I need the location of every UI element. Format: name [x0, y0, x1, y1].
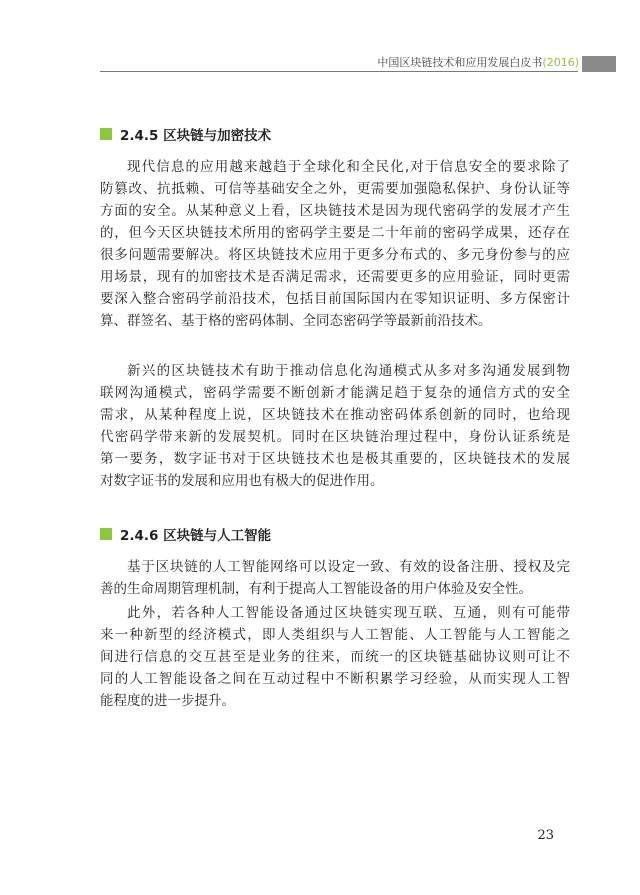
section-heading: [100, 124, 271, 144]
text-line: 间进行信息的交互甚至是业务的往来，而统一的区块链基础协议则可让不: [100, 649, 570, 665]
text-line: 第一要务，数字证书对于区块链技术也是极其重要的，区块链技术的发展: [100, 451, 570, 467]
text-line: 方面的安全。从某种意义上看，区块链技术是因为现代密码学的发展才产生: [100, 203, 570, 219]
text-line: 代密码学带来新的发展契机。同时在区块链治理过程中，身份认证系统是: [100, 429, 570, 445]
text-line: 来一种新型的经济模式，即人类组织与人工智能、人工智能与人工智能之: [100, 627, 570, 643]
text-line: 很多问题需要解决。将区块链技术应用于更多分布式的、多元身份参与的应: [100, 247, 570, 263]
text-line: 的，但今天区块链技术所用的密码学主要是二十年前的密码学成果，还存在: [100, 225, 570, 241]
section-heading: [100, 524, 271, 544]
header-title-line: [377, 56, 579, 70]
paragraph: [100, 602, 570, 712]
text-line: 能程度的进一步提升。: [100, 693, 235, 709]
page-number: 23: [537, 828, 554, 843]
paragraph: [100, 360, 570, 492]
text-line: 算、群签名、基于格的密码体制、全同态密码学等最新前沿技术。: [100, 313, 492, 329]
text-line: 需求，从某种程度上说，区块链技术在推动密码体系创新的同时，也给现: [100, 407, 570, 423]
text-line: 防篡改、抗抵赖、可信等基础安全之外，更需要加强隐私保护、身份认证等: [100, 181, 570, 197]
header-tab-block: [582, 56, 616, 72]
paragraph: [100, 556, 570, 600]
text-line: 现代信息的应用越来越趋于全球化和全民化,对于信息安全的要求除了: [127, 159, 570, 175]
text-line: 用场景，现有的加密技术是否满足需求，还需要更多的应用验证，同时更需: [100, 269, 570, 285]
running-header: [100, 56, 616, 72]
text-line: 此外，若各种人工智能设备通过区块链实现互联、互通，则有可能带: [127, 605, 570, 621]
text-line: 联网沟通模式，密码学需要不断创新才能满足趋于复杂的通信方式的安全: [100, 385, 570, 401]
header-year: (2016): [542, 56, 579, 69]
text-line: 要深入整合密码学前沿技术，包括目前国际国内在零知识证明、多方保密计: [100, 291, 570, 307]
header-title: 中国区块链技术和应用发展白皮书: [377, 56, 543, 69]
section-title: 2.4.6 区块链与人工智能: [120, 528, 272, 544]
text-line: 同的人工智能设备之间在互动过程中不断积累学习经验，从而实现人工智: [100, 671, 570, 687]
green-square-icon: [100, 128, 112, 140]
text-line: 基于区块链的人工智能网络可以设定一致、有效的设备注册、授权及完: [127, 559, 570, 575]
text-line: 善的生命周期管理机制，有利于提高人工智能设备的用户体验及安全性。: [100, 581, 532, 597]
text-line: 对数字证书的发展和应用也有极大的促进作用。: [100, 473, 384, 489]
section-title: 2.4.5 区块链与加密技术: [120, 128, 272, 144]
green-square-icon: [100, 528, 112, 540]
text-line: 新兴的区块链技术有助于推动信息化沟通模式从多对多沟通发展到物: [127, 363, 570, 379]
paragraph: [100, 156, 570, 332]
header-rule: [100, 71, 578, 72]
